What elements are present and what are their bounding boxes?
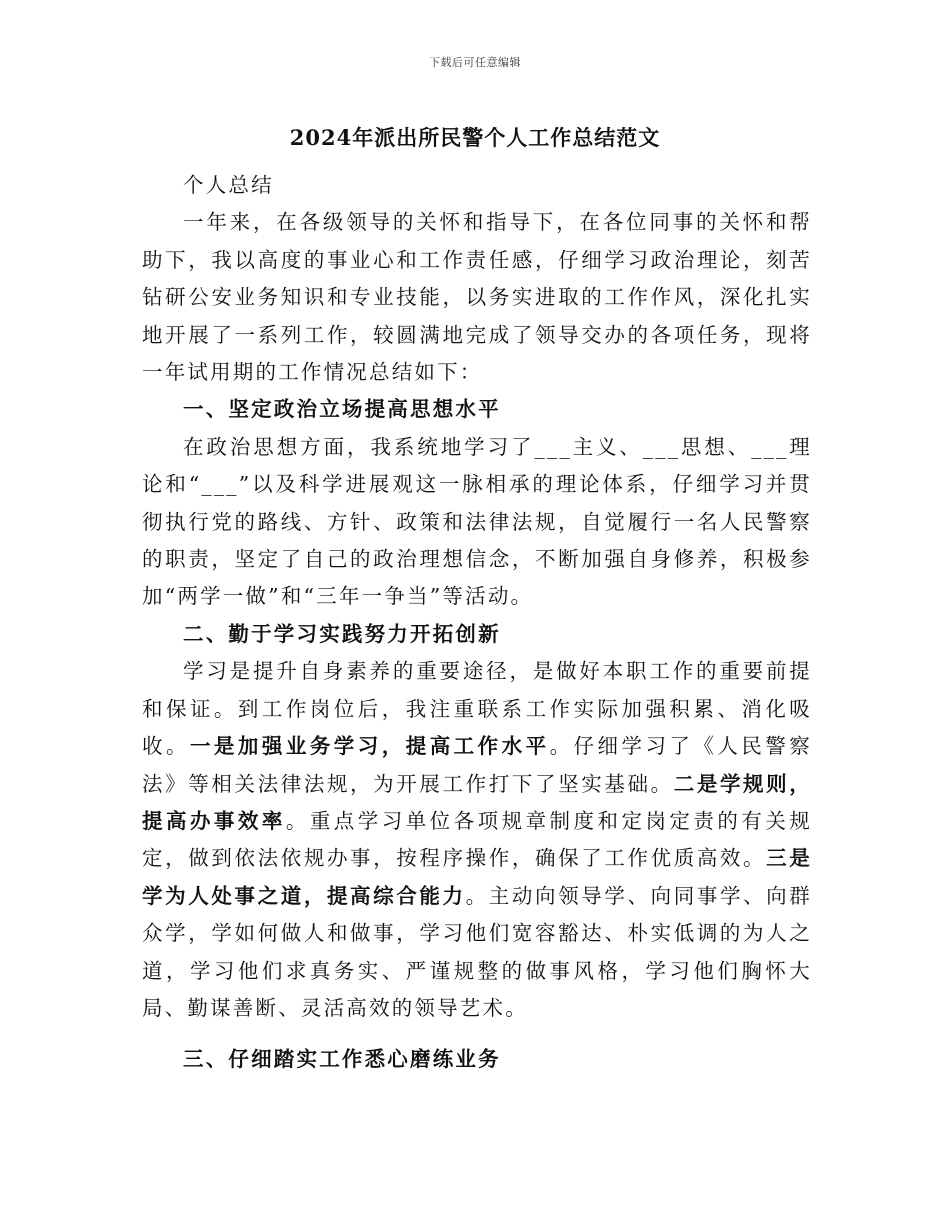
section-heading-3: 三、仔细踏实工作悉心磨练业务 xyxy=(183,1047,501,1072)
section-heading-1: 一、坚定政治立场提高思想水平 xyxy=(183,397,501,422)
section-2-text-3: 。重点学习单位各项规章制度和定岗定责的有关规定，做到依法依规办事，按程序操作，确保了工作优质高效。 xyxy=(142,808,812,871)
section-2-bold-2: 二是学规则，提高办事效率 xyxy=(142,771,812,833)
header-note: 下载后可任意编辑 xyxy=(429,56,521,69)
section-2-bold-1: 一是加强业务学习，提高工作水平 xyxy=(189,734,550,759)
document-title: 2024年派出所民警个人工作总结范文 xyxy=(289,125,661,150)
section-1-paragraph: 在政治思想方面，我系统地学习了___主义、___思想、___理论和“___”以及科学进展观这一脉相承的理论体系，仔细学习并贯彻执行党的路线、方针、政策和法律法规，自觉履行一名人民警察的职责，坚定了自己的政治理想信念，不断加强自身修养，积极参加“两学一做”和“三年一争当”等活动。 xyxy=(142,434,812,609)
intro-paragraph: 一年来，在各级领导的关怀和指导下，在各位同事的关怀和帮助下，我以高度的事业心和工作责任感，仔细学习政治理论，刻苦钻研公安业务知识和专业技能，以务实进取的工作作风，深化扎实地开展了一系列工作，较圆满地完成了领导交办的各项任务，现将一年试用期的工作情况总结如下： xyxy=(142,210,812,385)
section-heading-2: 二、勤于学习实践努力开拓创新 xyxy=(183,621,501,646)
section-2-text-1: 学习是提升自身素养的重要途径，是做好本职工作的重要前提和保证。到工作岗位后，我注重联系工作实际加强积累、消化吸收。 xyxy=(142,659,812,759)
document-body xyxy=(142,167,812,1079)
section-2-paragraph xyxy=(142,653,812,1027)
section-2-bold-3: 三是学为人处事之道，提高综合能力 xyxy=(142,846,812,908)
summary-label: 个人总结 xyxy=(183,173,274,197)
section-2-text-4: 。主动向领导学、向同事学、向群众学，学如何做人和做事，学习他们宽容豁达、朴实低调的为人之道，学习他们求真务实、严谨规整的做事风格，学习他们胸怀大局、勤谋善断、灵活高效的领导艺术。 xyxy=(142,883,812,1020)
section-2-text-2: 。仔细学习了《人民警察法》等相关法律法规，为开展工作打下了坚实基础。 xyxy=(142,734,812,796)
